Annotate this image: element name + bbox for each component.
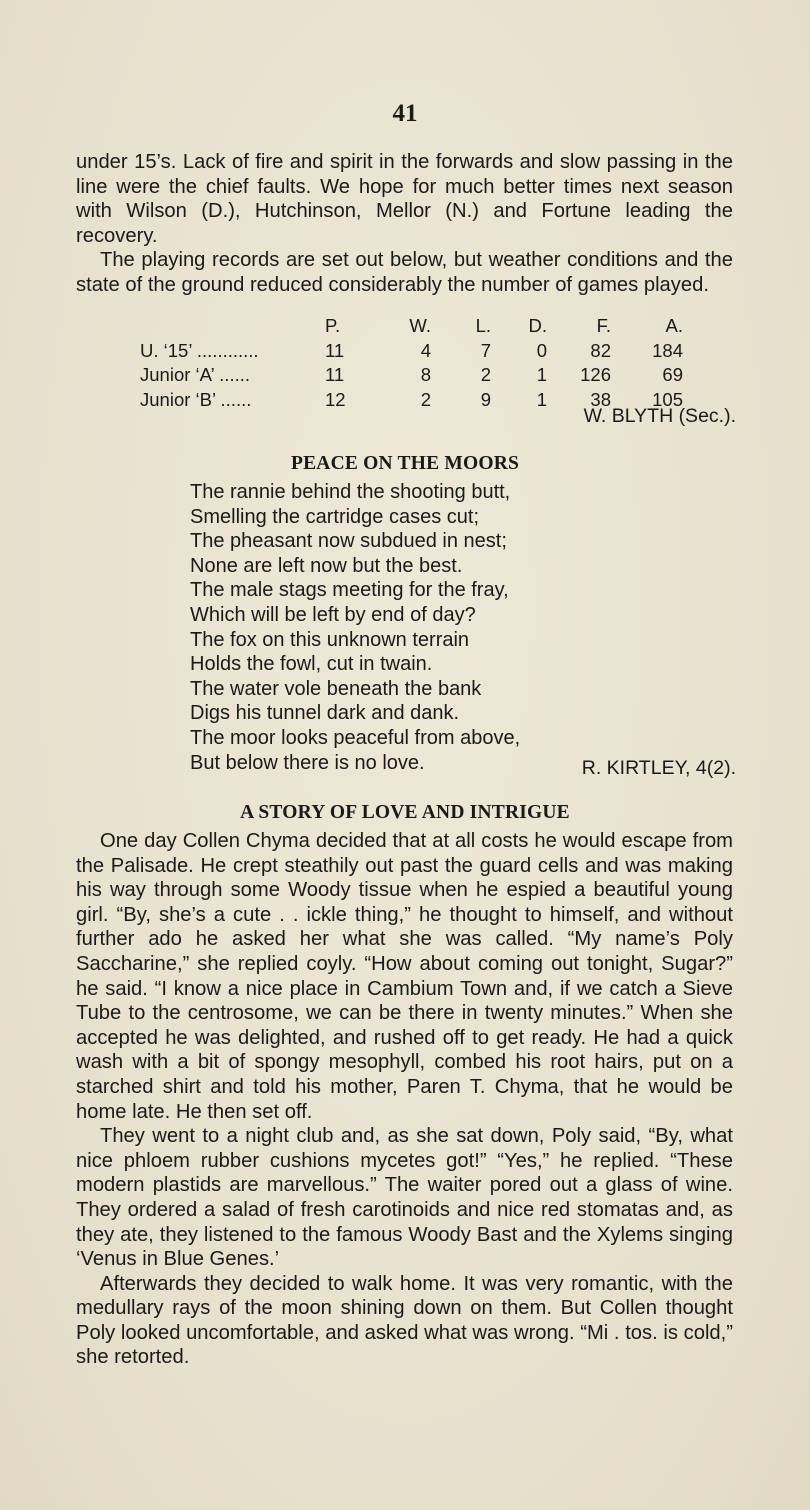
poem-author: R. KIRTLEY, 4(2). [581,757,736,779]
table-cell: 11 [325,339,345,361]
table-cell: 9 [480,388,491,410]
poem-line: The pheasant now subdued in nest; [190,530,507,553]
table-header-row [140,314,683,339]
table-cell: 11 [325,364,345,386]
table-cell: 1 [536,364,547,386]
playing-records-table [140,314,683,412]
table-header: D. [528,315,547,336]
table-cell: 1 [536,388,547,410]
table-cell-team: U. ‘15’ ............ [140,339,259,361]
report-paragraph-2: The playing records are set out below, but weather conditions and the state of the ground reduced considerably the number of games played. [76,249,733,296]
report-signature: W. BLYTH (Sec.). [583,405,736,427]
story-paragraph-2: They went to a night club and, as she sat down, Poly said, “By, what nice phloem rubber cushions mycetes got!” “Yes,” he replied. “These modern plastids are marvellous.” The waiter pored out a glass of wine. They ordered a salad of fresh carotinoids and nice red stomatas and, as they ate, they listened to the famous Woody Bast and the Xylems singing ‘Venus in Blue Genes.’ [76,1125,733,1271]
table-header-team [140,314,325,339]
table-cell: 82 [590,339,611,361]
table-cell: 38 [590,388,611,410]
poem-line: The fox on this unknown terrain [190,628,470,651]
table-cell: 12 [325,388,346,410]
poem-line: The water vole beneath the bank [190,677,482,700]
table-row [140,363,683,388]
table-cell: 69 [662,364,683,386]
table-cell-team: Junior ‘A’ ...... [140,364,251,386]
table-cell: 4 [420,339,431,361]
poem-line: The male stags meeting for the fray, [190,579,509,602]
story-paragraph-3: Afterwards they decided to walk home. It was very romantic, with the medullary rays of the moon shining down on them. But Collen thought Poly looked uncomfortable, and asked what was wrong. “Mi . tos. is cold,” she retorted. [76,1272,733,1369]
poem-line: None are left now but the best. [190,554,463,577]
page-number: 41 [392,100,418,127]
poem-line: The moor looks peaceful from above, [190,726,521,749]
table-row [140,339,683,364]
report-paragraph-1: under 15’s. Lack of fire and spirit in the forwards and slow passing in the line were the chief faults. We hope for much better times next season with Wilson (D.), Hutchinson, Mellor (N.) and Fortune leading the recovery. [76,151,733,247]
table-cell: 2 [420,388,431,410]
table-header: A. [665,315,683,336]
table-cell: 7 [480,339,491,361]
table-header: P. [325,315,341,336]
table-cell-team: Junior ‘B’ ...... [140,388,252,410]
poem-title: PEACE ON THE MOORS [290,453,520,474]
poem-line: Smelling the cartridge cases cut; [190,505,480,528]
table-cell: 126 [580,364,611,386]
table-header: W. [409,315,431,336]
poem-line: But below there is no love. [190,751,425,774]
table-cell: 0 [536,339,547,361]
story-title: A STORY OF LOVE AND INTRIGUE [240,802,570,823]
table-cell: 184 [652,339,683,361]
poem-line: Holds the fowl, cut in twain. [190,653,433,676]
story-text [76,829,733,1370]
table-header: L. [475,315,491,336]
poem-line: Digs his tunnel dark and dank. [190,702,460,725]
table-cell: 105 [652,388,683,410]
report-text [76,150,733,298]
story-paragraph-1: One day Collen Chyma decided that at all costs he would escape from the Palisade. He crept steathily out past the guard cells and was making his way through some Woody tissue when he espied a beautiful young girl. “By, she’s a cute . . ickle thing,” he thought to himself, and without further ado he asked her what she was called. “My name’s Poly Saccharine,” she replied coyly. “How about coming out tonight, Sugar?” he said. “I know a nice place in Cambium Town and, if we catch a Sieve Tube to the centrosome, we can be there in twenty minutes.” When she accepted he was delighted, and rushed off to get ready. He had a quick wash with a bit of spongy mesophyll, combed his root hairs, put on a starched shirt and told his mother, Paren T. Chyma, that he would be home late. He then set off. [76,830,733,1123]
table-cell: 8 [420,364,431,386]
poem-body [190,480,520,775]
table-header: F. [596,315,611,336]
table-cell: 2 [480,364,491,386]
poem-line: The rannie behind the shooting butt, [190,481,511,503]
poem-line: Which will be left by end of day? [190,603,476,626]
